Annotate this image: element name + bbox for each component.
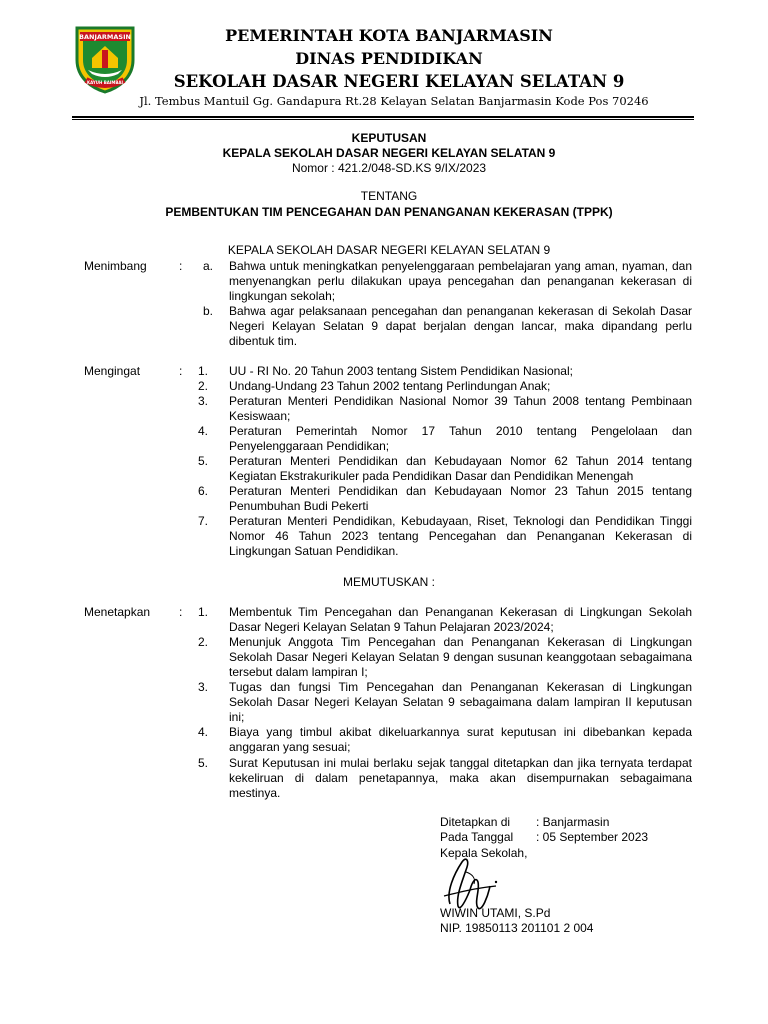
svg-text:BANJARMASIN: BANJARMASIN xyxy=(79,33,131,41)
item-marker: 6. xyxy=(198,484,209,498)
place-value: : Banjarmasin xyxy=(536,815,610,829)
section-colon: : xyxy=(179,259,183,273)
letterhead-divider-thin xyxy=(72,119,694,120)
decree-number: Nomor : 421.2/048-SD.KS 9/IX/2023 xyxy=(291,161,487,175)
item-marker: b. xyxy=(203,304,214,318)
list-item: Membentuk Tim Pencegahan dan Penanganan Kekerasan di Lingkungan Sekolah Dasar Negeri Kelayan Selatan 9 Tahun Pelajaran 2023/2024; xyxy=(229,605,692,634)
list-item: Surat Keputusan ini mulai berlaku sejak tanggal ditetapkan dan jika ternyata terdapat kekeliruan di dalam penetapannya, maka akan disempurnakan sebagaimana mestinya. xyxy=(229,756,692,800)
decree-issuer: KEPALA SEKOLAH DASAR NEGERI KELAYAN SELATAN 9 xyxy=(222,146,556,160)
place-row xyxy=(440,815,609,830)
date-value: : 05 September 2023 xyxy=(536,830,649,844)
section-colon: : xyxy=(179,364,183,378)
signatory-nip: NIP. 19850113 201101 2 004 xyxy=(440,921,594,935)
list-item: UU - RI No. 20 Tahun 2003 tentang Sistem Pendidikan Nasional; xyxy=(229,364,573,378)
section-label: Menimbang xyxy=(84,259,147,273)
date-label: Pada Tanggal xyxy=(440,830,514,844)
date-row xyxy=(440,830,648,845)
list-item: Biaya yang timbul akibat dikeluarkannya surat keputusan ini dibebankan kepada anggaran yang sesuai; xyxy=(229,725,692,754)
item-marker: 1. xyxy=(198,605,209,619)
list-item: Bahwa untuk meningkatkan penyelenggaraan pembelajaran yang aman, nyaman, dan menyenangkan perlu dilakukan upaya pencegahan dan penanganan kekerasan di lingkungan sekolah; xyxy=(229,259,692,303)
letterhead-government: PEMERINTAH KOTA BANJARMASIN xyxy=(225,26,553,45)
list-item: Bahwa agar pelaksanaan pencegahan dan penanganan kekerasan di Sekolah Dasar Negeri Kelayan Selatan 9 dapat berjalan dengan lancar, maka dipandang perlu dibentuk tim. xyxy=(229,304,692,348)
decree-about-label: TENTANG xyxy=(360,189,418,203)
list-item: Peraturan Menteri Pendidikan, Kebudayaan, Riset, Teknologi dan Pendidikan Tinggi Nomor 46 Tahun 2023 tentang Pencegahan dan Penanganan Kekerasan di Lingkungan Satuan Pendidikan. xyxy=(229,514,692,558)
letterhead xyxy=(0,0,768,120)
item-marker: 5. xyxy=(198,756,209,770)
item-marker: 4. xyxy=(198,424,209,438)
place-label: Ditetapkan di xyxy=(440,815,511,829)
section-label: Mengingat xyxy=(84,364,141,378)
item-marker: 5. xyxy=(198,454,209,468)
list-item: Tugas dan fungsi Tim Pencegahan dan Penanganan Kekerasan di Lingkungan Sekolah Dasar Negeri Kelayan Selatan 9 sebagaimana dalam lampiran II keputusan ini; xyxy=(229,680,692,724)
decree-about: PEMBENTUKAN TIM PENCEGAHAN DAN PENANGANAN KEKERASAN (TPPK) xyxy=(165,205,613,219)
decree-title: KEPUTUSAN xyxy=(351,131,427,145)
item-marker: 2. xyxy=(198,635,209,649)
memutuskan-heading: MEMUTUSKAN : xyxy=(342,575,435,589)
list-item: Peraturan Menteri Pendidikan Nasional Nomor 39 Tahun 2008 tentang Pembinaan Kesiswaan; xyxy=(229,394,692,423)
svg-text:KAYUH BAIMBAI: KAYUH BAIMBAI xyxy=(87,80,123,85)
item-marker: 4. xyxy=(198,725,209,739)
item-marker: a. xyxy=(203,259,214,273)
letterhead-department: DINAS PENDIDIKAN xyxy=(295,49,483,68)
section-label: Menetapkan xyxy=(84,605,151,619)
list-item: Peraturan Menteri Pendidikan dan Kebudayaan Nomor 62 Tahun 2014 tentang Kegiatan Ekstrakurikuler pada Pendidikan Dasar dan Pendidikan Menengah xyxy=(229,454,692,483)
section-colon: : xyxy=(179,605,183,619)
item-marker: 3. xyxy=(198,394,209,408)
letterhead-school: SEKOLAH DASAR NEGERI KELAYAN SELATAN 9 xyxy=(173,72,625,91)
item-marker: 2. xyxy=(198,379,209,393)
decree-issuer-heading: KEPALA SEKOLAH DASAR NEGERI KELAYAN SELATAN 9 xyxy=(227,243,551,257)
list-item: Peraturan Pemerintah Nomor 17 Tahun 2010 tentang Pengelolaan dan Penyelenggaraan Pendidikan; xyxy=(229,424,692,453)
item-marker: 7. xyxy=(198,514,209,528)
letterhead-address: Jl. Tembus Mantuil Gg. Gandapura Rt.28 Kelayan Selatan Banjarmasin Kode Pos 70246 xyxy=(139,94,649,108)
item-marker: 1. xyxy=(198,364,209,378)
signatory-name: WIWIN UTAMI, S.Pd xyxy=(440,906,551,920)
item-marker: 3. xyxy=(198,680,209,694)
letterhead-divider xyxy=(72,116,694,118)
list-item: Menunjuk Anggota Tim Pencegahan dan Penanganan Kekerasan di Lingkungan Sekolah Dasar Negeri Kelayan Selatan 9 dengan susunan keanggotaan sebagaimana tersebut dalam lampiran I; xyxy=(229,635,692,679)
signatory-position: Kepala Sekolah, xyxy=(440,846,528,860)
list-item: Peraturan Menteri Pendidikan dan Kebudayaan Nomor 23 Tahun 2015 tentang Penumbuhan Budi Pekerti xyxy=(229,484,692,513)
list-item: Undang-Undang 23 Tahun 2002 tentang Perlindungan Anak; xyxy=(229,379,551,393)
